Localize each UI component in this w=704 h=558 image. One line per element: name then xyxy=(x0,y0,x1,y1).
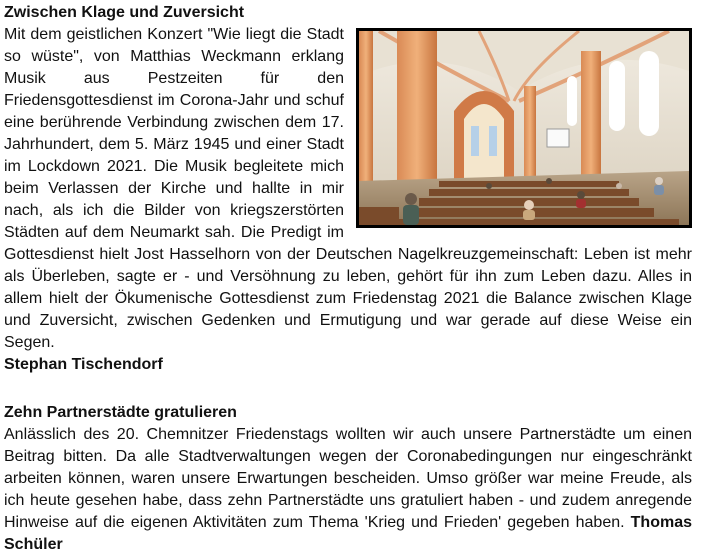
section-body xyxy=(4,424,692,556)
section-body: Mit dem geistlichen Konzert "Wie liegt die Stadt so wüste", von Matthias Weckmann erklang Musik aus Pestzeiten für den Friedensgottesdienst im Corona-Jahr und schuf eine berührende Verbindung zwischen dem 17. Jahrhundert, dem 5. März 1945 und einer Stadt im Lockdown 2021. Die Musik begleitete mich beim Verlassen der Kirche und hallte in mir nach, als ich die Bilder von kriegszerstörten Städten auf dem Neumarkt sah. Die Predigt im Gottesdienst hielt Jost Hasselhorn von der Deutschen Nagelkreuzgemeinschaft: Leben ist mehr als Überleben, sagte er - und Versöhnung zu leben, gehört für ihn zum Leben dazu. Alles in allem hielt der Ökumenische Gottesdienst zum Friedenstag 2021 die Balance zwischen Klage und Zuversicht, zwischen Gedenken und Ermutigung und war gerade auf diese Weise ein Segen. xyxy=(4,26,692,351)
section-partnerstaedte xyxy=(4,402,692,556)
church-interior-photo xyxy=(356,28,692,228)
section-title: Zehn Partnerstädte gratulieren xyxy=(4,404,237,421)
section-klage-zuversicht xyxy=(4,2,692,376)
church-interior-illustration xyxy=(359,31,689,225)
section-author: Stephan Tischendorf xyxy=(4,356,163,373)
section-author: Thomas Schüler xyxy=(4,514,692,553)
section-title: Zwischen Klage und Zuversicht xyxy=(4,4,245,21)
section-body-text: Anlässlich des 20. Chemnitzer Friedenstags wollten wir auch unsere Partnerstädte um einen Beitrag bitten. Da alle Stadtverwaltungen wegen der Coronabedingungen nur eingeschränkt arbeiten können, waren unsere Erwartungen bescheiden. Umso größer war meine Freude, als ich heute gesehen habe, dass zehn Partnerstädte uns gratuliert haben - und zudem anregende Hinweise auf die eigenen Aktivitäten zum Thema 'Krieg und Frieden' gegeben haben. xyxy=(4,426,692,531)
